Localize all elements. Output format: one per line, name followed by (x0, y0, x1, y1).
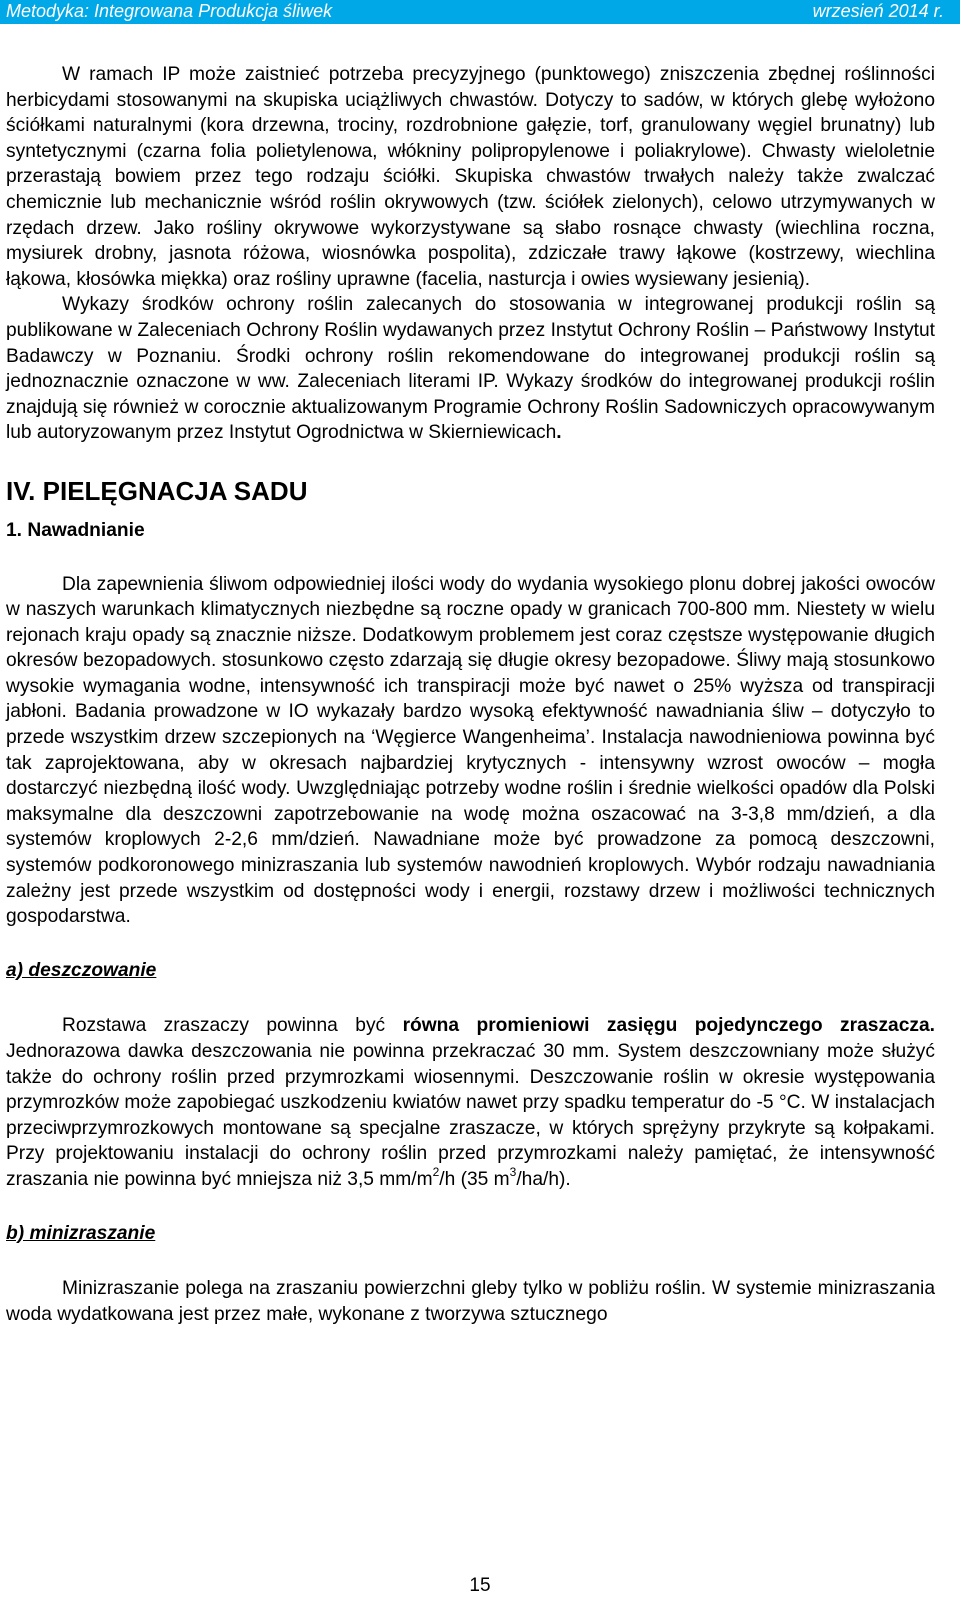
sprinkling-text-3: /h (35 m (439, 1168, 510, 1190)
sprinkling-text-2: Jednorazowa dawka deszczowania nie powinna przekraczać 30 mm. System deszczowniany może służyć także do ochrony roślin przed przymrozkami wiosennymi. Deszczowanie roślin w okresie występowania przymrozków może zapobiegać uszkodzeniu kwiatów nawet przy spadku temperatur do -5 °C. W instalacjach przeciwprzymrozkowych montowane są specjalne zraszacze, w których sprężyny przykryte są kołpakami. Przy projektowaniu instalacji do ochrony roślin przed przymrozkami należy pamiętać, że intensywność zraszania nie powinna być mniejsza niż 3,5 mm/m (6, 1041, 935, 1190)
superscript-3: 3 (509, 1164, 517, 1179)
paragraph-herbicides: W ramach IP może zaistnieć potrzeba precyzyjnego (punktowego) zniszczenia zbędnej roślinności herbicydami stosowanymi na skupiska uciążliwych chwastów. Dotyczy to sadów, w których glebę wyłożono ściółkami naturalnymi (kora drzewna, trociny, rozdrobnione gałęzie, torf, granulowany węgiel brunatny) lub syntetycznymi (czarna folia polietylenowa, włókniny polipropylenowe i poliakrylowe). Chwasty wieloletnie przerastają bowiem przez tego rodzaju ściółki. Skupiska chwastów trwałych należy także zwalczać chemicznie lub mechanicznie wśród roślin okrywowych (tzw. ściółek zielonych), celowo utrzymywanych w rzędach drzew. Jako rośliny okrywowe wykorzystywane są słabo rosnące chwasty (wiechlina roczna, mysiurek drobny, jasnota różowa, wiosnówka pospolita), zdziczałe trawy łąkowe (kostrzewy, wiechlina łąkowa, kłosówka miękka) oraz rośliny uprawne (facelia, nasturcja i owies wysiewany jesienią). (6, 64, 935, 290)
page-header (0, 0, 960, 24)
header-date: wrzesień 2014 r. (812, 1, 944, 21)
paragraph-ip-product-lists (6, 292, 935, 446)
sprinkling-bold-text: równa promieniowi zasięgu pojedynczego zraszacza. (402, 1015, 935, 1037)
sprinkling-text-1: Rozstawa zraszaczy powinna być (62, 1015, 403, 1037)
page-number: 15 (469, 1575, 491, 1596)
subsection-title-irrigation: 1. Nawadnianie (6, 519, 145, 541)
paragraph-ip-product-lists-text: Wykazy środków ochrony roślin zalecanych do stosowania w integrowanej produkcji roślin są publikowane w Zaleceniach Ochrony Roślin wydawanych przez Instytut Ochrony Roślin – Państwowy Instytut Badawczy w Poznaniu. Środki ochrony roślin rekomendowane do integrowanej produkcji roślin są jednoznacznie oznaczone w ww. Zaleceniach literami IP. Wykazy środków do integrowanej produkcji roślin znajdują się również w corocznie aktualizowanym Programie Ochrony Roślin Sadowniczych opracowywanym lub autoryzowanym przez Instytut Ogrodnictwa w Skierniewicach (6, 294, 935, 444)
sprinkling-text-4: /ha/h). (516, 1168, 571, 1190)
section-title: IV. PIELĘGNACJA SADU (6, 475, 308, 506)
paragraph-irrigation: Dla zapewnienia śliwom odpowiedniej ilości wody do wydania wysokiego plonu dobrej jakości owoców w naszych warunkach klimatycznych niezbędne są roczne opady w granicach 700-800 mm. Niestety w wielu rejonach kraju opady są znacznie niższe. Dodatkowym problemem jest coraz częstsze występowanie długich okresów bezopadowych. stosunkowo często zdarzają się długie okresy bezopadowe. Śliwy mają stosunkowo wysokie wymagania wodne, intensywność ich transpiracji może być nawet o 25% wyższa od transpiracji jabłoni. Badania prowadzone w IO wykazały bardzo wysoką efektywność nawadniania śliw – dotyczyło to przede wszystkim drzew szczepionych na ‘Węgierce Wangenheima’. Instalacja nawodnieniowa powinna być tak zaprojektowana, aby w okresach najbardziej krytycznych - intensywny wzrost owoców – mogła dostarczyć niezbędną ilość wody. Uwzględniając potrzeby wodne roślin i średnie wielkości opadów dla Polski maksymalne dla deszczowni zapotrzebowanie na wodę można oszacować na 3-3,8 mm/dzień, a dla systemów kroplowych 2-2,6 mm/dzień. Nawadniane może być prowadzone za pomocą deszczowni, systemów podkoronowego minizraszania lub systemów nawodnień kroplowych. Wybór rodzaju nawadniania zależny jest przede wszystkim od dostępności wody i energii, rozstawy drzew i możliwości technicznych gospodarstwa. (6, 573, 935, 928)
subsection-title-sprinkling: a) deszczowanie (6, 959, 157, 981)
paragraph-sprinkling (6, 1013, 935, 1192)
subsection-title-minisprinkling: b) minizraszanie (6, 1222, 156, 1244)
paragraph-minisprinkling: Minizraszanie polega na zraszaniu powierzchni gleby tylko w pobliżu roślin. W systemie minizraszania woda wydatkowana jest przez małe, wykonane z tworzywa sztucznego (6, 1278, 935, 1325)
paragraph-ip-period: . (556, 422, 562, 444)
document-body (6, 62, 935, 1327)
superscript-2: 2 (432, 1164, 440, 1179)
header-document-title: Metodyka: Integrowana Produkcja śliwek (6, 1, 333, 21)
